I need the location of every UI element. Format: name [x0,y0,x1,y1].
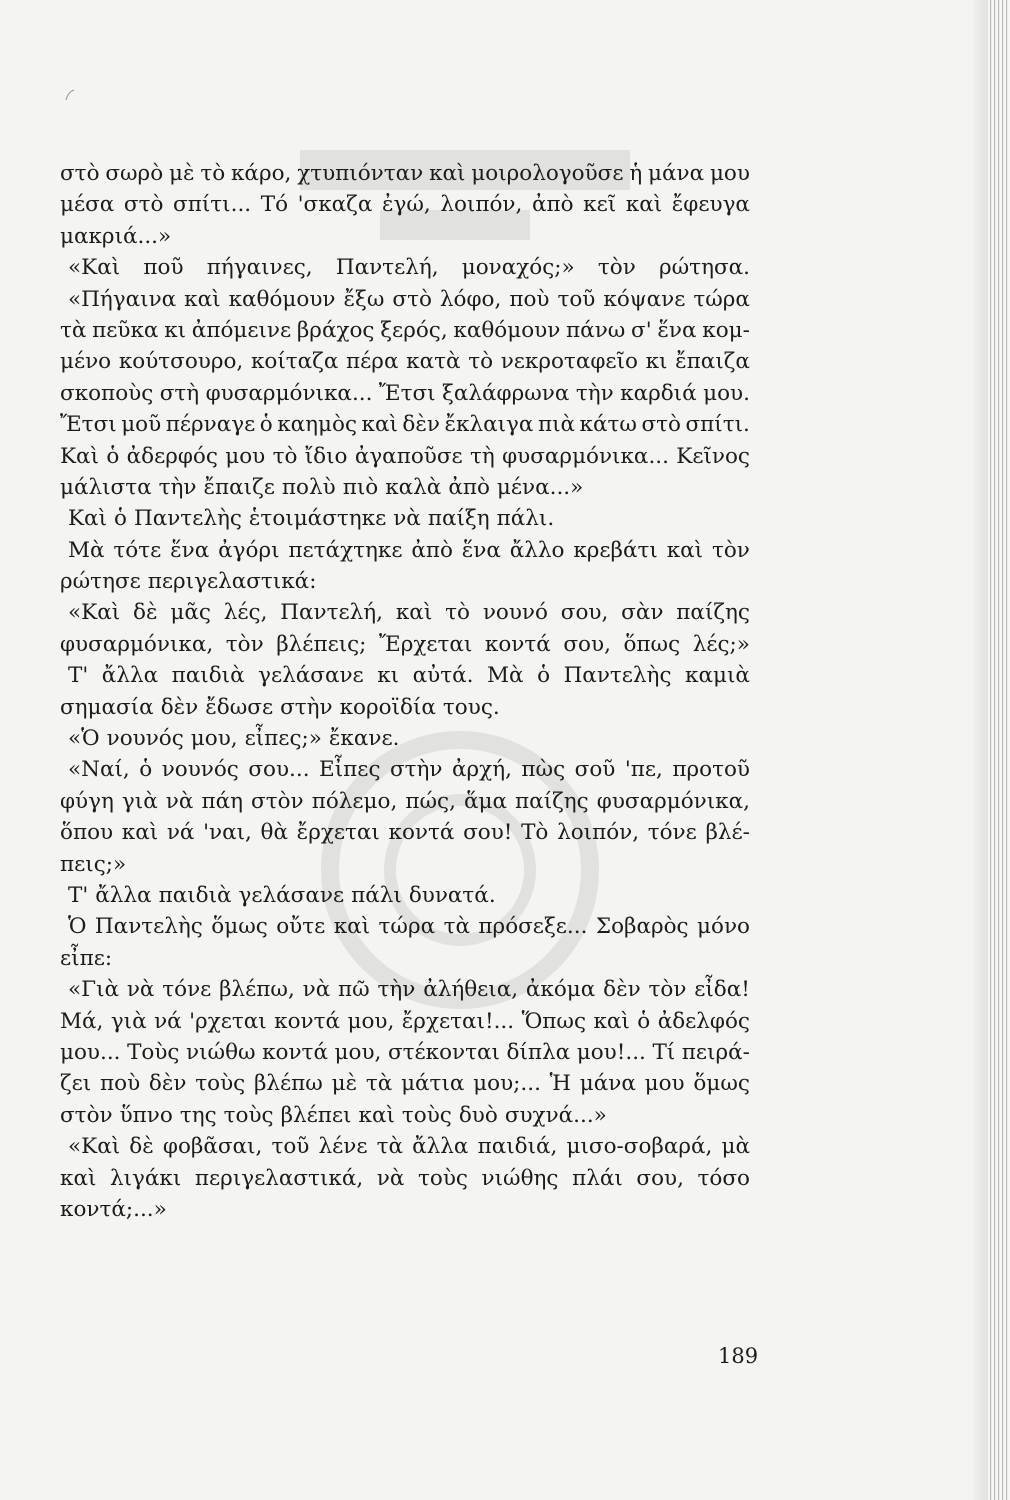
page-number: 189 [718,1344,759,1368]
gutter-shadow [970,0,988,1500]
text-line: τὰ πεῦκα κι ἀπόμεινε βράχος ξερός, καθόμουν πάνω σ' ἕνα κομ- [60,317,750,343]
scan-corner-mark [64,88,76,102]
text-line: Τ' ἄλλα παιδιὰ γελάσανε πάλι δυνατά. [68,882,496,908]
body-text [60,158,750,1225]
text-line: «Καὶ δὲ μᾶς λές, Παντελή, καὶ τὸ νουνό σου, σὰν παίζης [68,600,750,626]
text-line: στὸ σωρὸ μὲ τὸ κάρο, χτυπιόνταν καὶ μοιρολογοῦσε ἡ μάνα μου [60,161,750,186]
page-edge [988,0,1010,1500]
text-line: φυσαρμόνικα, τὸν βλέπεις; Ἔρχεται κοντά σου, ὅπως λές;» [60,631,750,657]
text-line: ὅπου καὶ νά 'ναι, θὰ ἔρχεται κοντά σου! Τὸ λοιπόν, τόνε βλέ- [60,820,750,846]
text-line: μάλιστα τὴν ἔπαιζε πολὺ πιὸ καλὰ ἀπὸ μένα...» [60,474,584,500]
text-line: σημασία δὲν ἔδωσε στὴν κοροϊδία τους. [60,694,500,720]
text-line: «Γιὰ νὰ τόνε βλέπω, νὰ πῶ τὴν ἀλήθεια, ἀκόμα δὲν τὸν εἶδα! [68,977,750,1003]
text-line: Ἔτσι μοῦ πέρναγε ὁ καημὸς καὶ δὲν ἔκλαιγα πιὰ κάτω στὸ σπίτι. [60,412,750,438]
text-line: κοντά;...» [60,1196,167,1222]
text-line: Καὶ ὁ ἀδερφός μου τὸ ἴδιο ἀγαποῦσε τὴ φυσαρμόνικα... Κεῖνος [60,443,750,469]
text-line: μακριά...» [60,223,172,249]
text-line: πεις;» [60,851,127,877]
text-line: «Ὁ νουνός μου, εἶπες;» ἔκανε. [68,726,400,752]
text-line: Καὶ ὁ Παντελὴς ἑτοιμάστηκε νὰ παίξη πάλι. [68,506,555,532]
text-line: εἶπε: [60,945,113,971]
text-line: «Πήγαινα καὶ καθόμουν ἔξω στὸ λόφο, ποὺ τοῦ κόψανε τώρα [68,286,750,312]
text-line: ρώτησε περιγελαστικά: [60,569,317,595]
text-line: Τ' ἄλλα παιδιὰ γελάσανε κι αὐτά. Μὰ ὁ Παντελὴς καμιὰ [68,663,750,689]
text-line: σκοποὺς στὴ φυσαρμόνικα... Ἔτσι ξαλάφρωνα τὴν καρδιά μου. [60,380,750,406]
text-line: Μὰ τότε ἕνα ἀγόρι πετάχτηκε ἀπὸ ἕνα ἄλλο κρεβάτι καὶ τὸν [68,537,750,563]
text-line: μέσα στὸ σπίτι... Τό 'σκαζα ἐγώ, λοιπόν, ἀπὸ κεῖ καὶ ἔφευγα [60,192,750,218]
text-line: μένο κούτσουρο, κοίταζα πέρα κατὰ τὸ νεκροταφεῖο κι ἔπαιζα [60,349,750,375]
text-line: «Καὶ δὲ φοβᾶσαι, τοῦ λένε τὰ ἄλλα παιδιά, μισο-σοβαρά, μὰ [68,1134,750,1160]
text-line: φύγη γιὰ νὰ πάη στὸν πόλεμο, πώς, ἅμα παίζης φυσαρμόνικα, [60,788,750,814]
text-line: στὸν ὕπνο της τοὺς βλέπει καὶ τοὺς δυὸ συχνά...» [60,1102,607,1128]
text-line: «Καὶ ποῦ πήγαινες, Παντελή, μοναχός;» τὸν ρώτησα. [68,255,750,281]
text-line: καὶ λιγάκι περιγελαστικά, νὰ τοὺς νιώθης πλάι σου, τόσο [60,1165,750,1191]
text-line: Ὁ Παντελὴς ὅμως οὔτε καὶ τώρα τὰ πρόσεξε... Σοβαρὸς μόνο [68,914,750,940]
text-line: μου... Τοὺς νιώθω κοντά μου, στέκονται δίπλα μου!... Τί πειρά- [60,1039,750,1065]
text-line: ζει ποὺ δὲν τοὺς βλέπω μὲ τὰ μάτια μου;... Ἡ μάνα μου ὅμως [60,1071,750,1097]
text-line: Μά, γιὰ νά 'ρχεται κοντά μου, ἔρχεται!... Ὅπως καὶ ὁ ἀδελφός [60,1008,750,1034]
text-line: «Ναί, ὁ νουνός σου... Εἶπες στὴν ἀρχή, πὼς σοῦ 'πε, προτοῦ [68,757,750,783]
